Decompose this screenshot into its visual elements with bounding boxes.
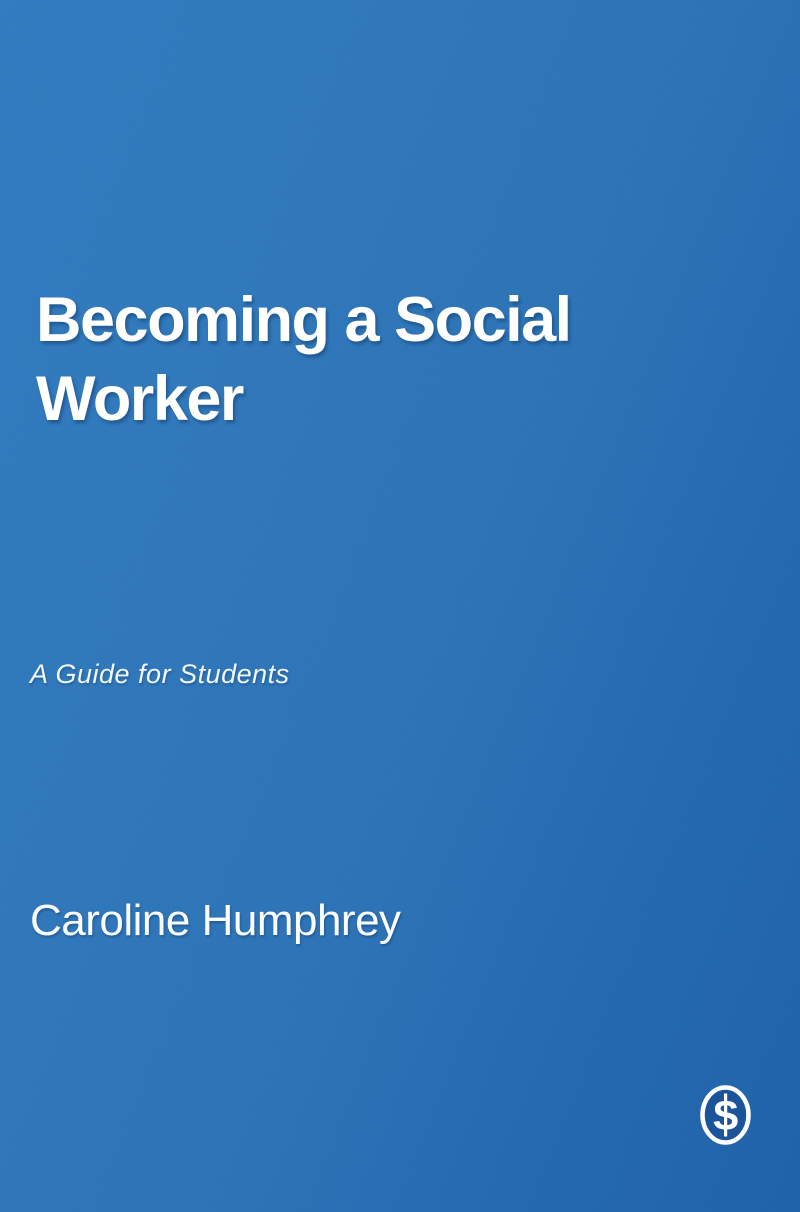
logo-letter: S	[712, 1094, 740, 1138]
author-name: Caroline Humphrey	[30, 896, 401, 945]
book-subtitle: A Guide for Students	[30, 659, 290, 689]
book-title: Becoming a Social Worker	[36, 285, 571, 434]
sage-publisher-logo-icon	[700, 1085, 751, 1145]
